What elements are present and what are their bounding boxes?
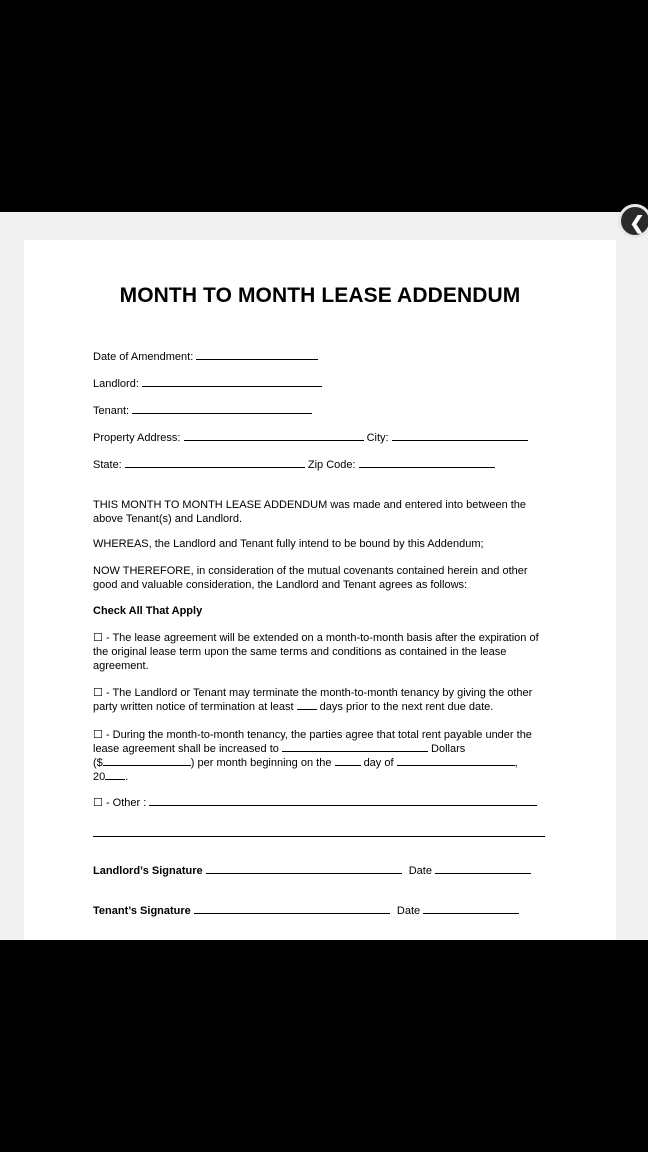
state-label: State: — [93, 459, 122, 471]
other-field[interactable] — [149, 796, 537, 806]
date-of-amendment-label: Date of Amendment: — [93, 351, 194, 363]
option-rent-day-of: day of — [363, 757, 394, 769]
option-rent-comma: , — [514, 757, 518, 769]
date-of-amendment-row — [93, 350, 318, 363]
tenant-date-label: Date — [396, 905, 421, 917]
city-field[interactable] — [392, 431, 528, 441]
option-other-label: - Other : — [105, 797, 147, 809]
tenant-field[interactable] — [132, 404, 312, 414]
checkbox-terminate[interactable]: ☐ — [93, 686, 103, 699]
now-therefore-paragraph: NOW THEREFORE, in consideration of the mutual covenants contained herein and other good and valuable consideration, the Landlord and Tenant agrees as follows: — [93, 565, 528, 591]
property-address-row — [93, 431, 528, 444]
option-extend-text: - The lease agreement will be extended on a month-to-month basis after the expiration of the original lease term upon the same terms and conditions as contained in the lease agreement. — [93, 632, 539, 672]
option-rent-increase — [93, 728, 553, 784]
tenant-signature-row — [93, 904, 519, 917]
tenant-date-field[interactable] — [423, 904, 519, 914]
document-page — [24, 240, 616, 940]
start-year-field[interactable] — [105, 770, 125, 780]
notice-days-field[interactable] — [297, 700, 317, 710]
start-month-field[interactable] — [397, 756, 515, 766]
landlord-field[interactable] — [142, 377, 322, 387]
zip-code-field[interactable] — [359, 458, 495, 468]
intro-paragraph: THIS MONTH TO MONTH LEASE ADDENDUM was made and entered into between the above Tenant(s) and Landlord. — [93, 499, 527, 525]
checkbox-rent-increase[interactable]: ☐ — [93, 728, 103, 741]
check-heading: Check All That Apply — [93, 605, 203, 617]
landlord-label: Landlord: — [93, 378, 139, 390]
document-title: MONTH TO MONTH LEASE ADDENDUM — [119, 284, 521, 307]
start-day-field[interactable] — [335, 756, 361, 766]
option-rent-year-prefix: 20 — [93, 771, 106, 783]
rent-amount-number-field[interactable] — [103, 756, 191, 766]
state-row — [93, 458, 495, 471]
option-terminate — [93, 686, 553, 714]
option-rent-text-a: - During the month-to-month tenancy, the parties agree that total rent payable under the lease agreement shall be increased to — [93, 729, 532, 755]
landlord-date-field[interactable] — [435, 864, 531, 874]
checkbox-extend[interactable]: ☐ — [93, 631, 103, 644]
option-rent-period: . — [125, 771, 129, 783]
landlord-date-label: Date — [408, 865, 432, 877]
option-rent-text-b: ) per month beginning on the — [190, 757, 332, 769]
option-terminate-text-b: days prior to the next rent due date. — [319, 701, 494, 713]
rent-amount-words-field[interactable] — [282, 742, 428, 752]
tenant-row — [93, 404, 312, 417]
property-address-field[interactable] — [184, 431, 364, 441]
option-rent-open: ($ — [93, 757, 103, 769]
checkbox-other[interactable]: ☐ — [93, 796, 103, 809]
city-label: City: — [366, 432, 389, 444]
tenant-signature-field[interactable] — [194, 904, 390, 914]
tenant-label: Tenant: — [93, 405, 130, 417]
date-of-amendment-field[interactable] — [196, 350, 318, 360]
option-other — [93, 796, 537, 809]
property-address-label: Property Address: — [93, 432, 181, 444]
landlord-signature-row — [93, 864, 531, 877]
close-icon[interactable]: ❮ — [618, 204, 648, 238]
option-rent-dollars: Dollars — [431, 743, 466, 755]
landlord-row — [93, 377, 322, 390]
option-extend — [93, 631, 553, 673]
state-field[interactable] — [125, 458, 305, 468]
landlord-signature-label: Landlord’s Signature — [93, 865, 203, 877]
option-terminate-text-a: - The Landlord or Tenant may terminate the month-to-month tenancy by giving the other party written notice of termination at least — [93, 687, 533, 713]
other-continuation-line[interactable] — [93, 836, 545, 837]
landlord-signature-field[interactable] — [206, 864, 402, 874]
tenant-signature-label: Tenant’s Signature — [93, 905, 191, 917]
zip-code-label: Zip Code: — [307, 459, 356, 471]
whereas-paragraph: WHEREAS, the Landlord and Tenant fully intend to be bound by this Addendum; — [93, 538, 484, 550]
document-viewer — [0, 212, 648, 940]
